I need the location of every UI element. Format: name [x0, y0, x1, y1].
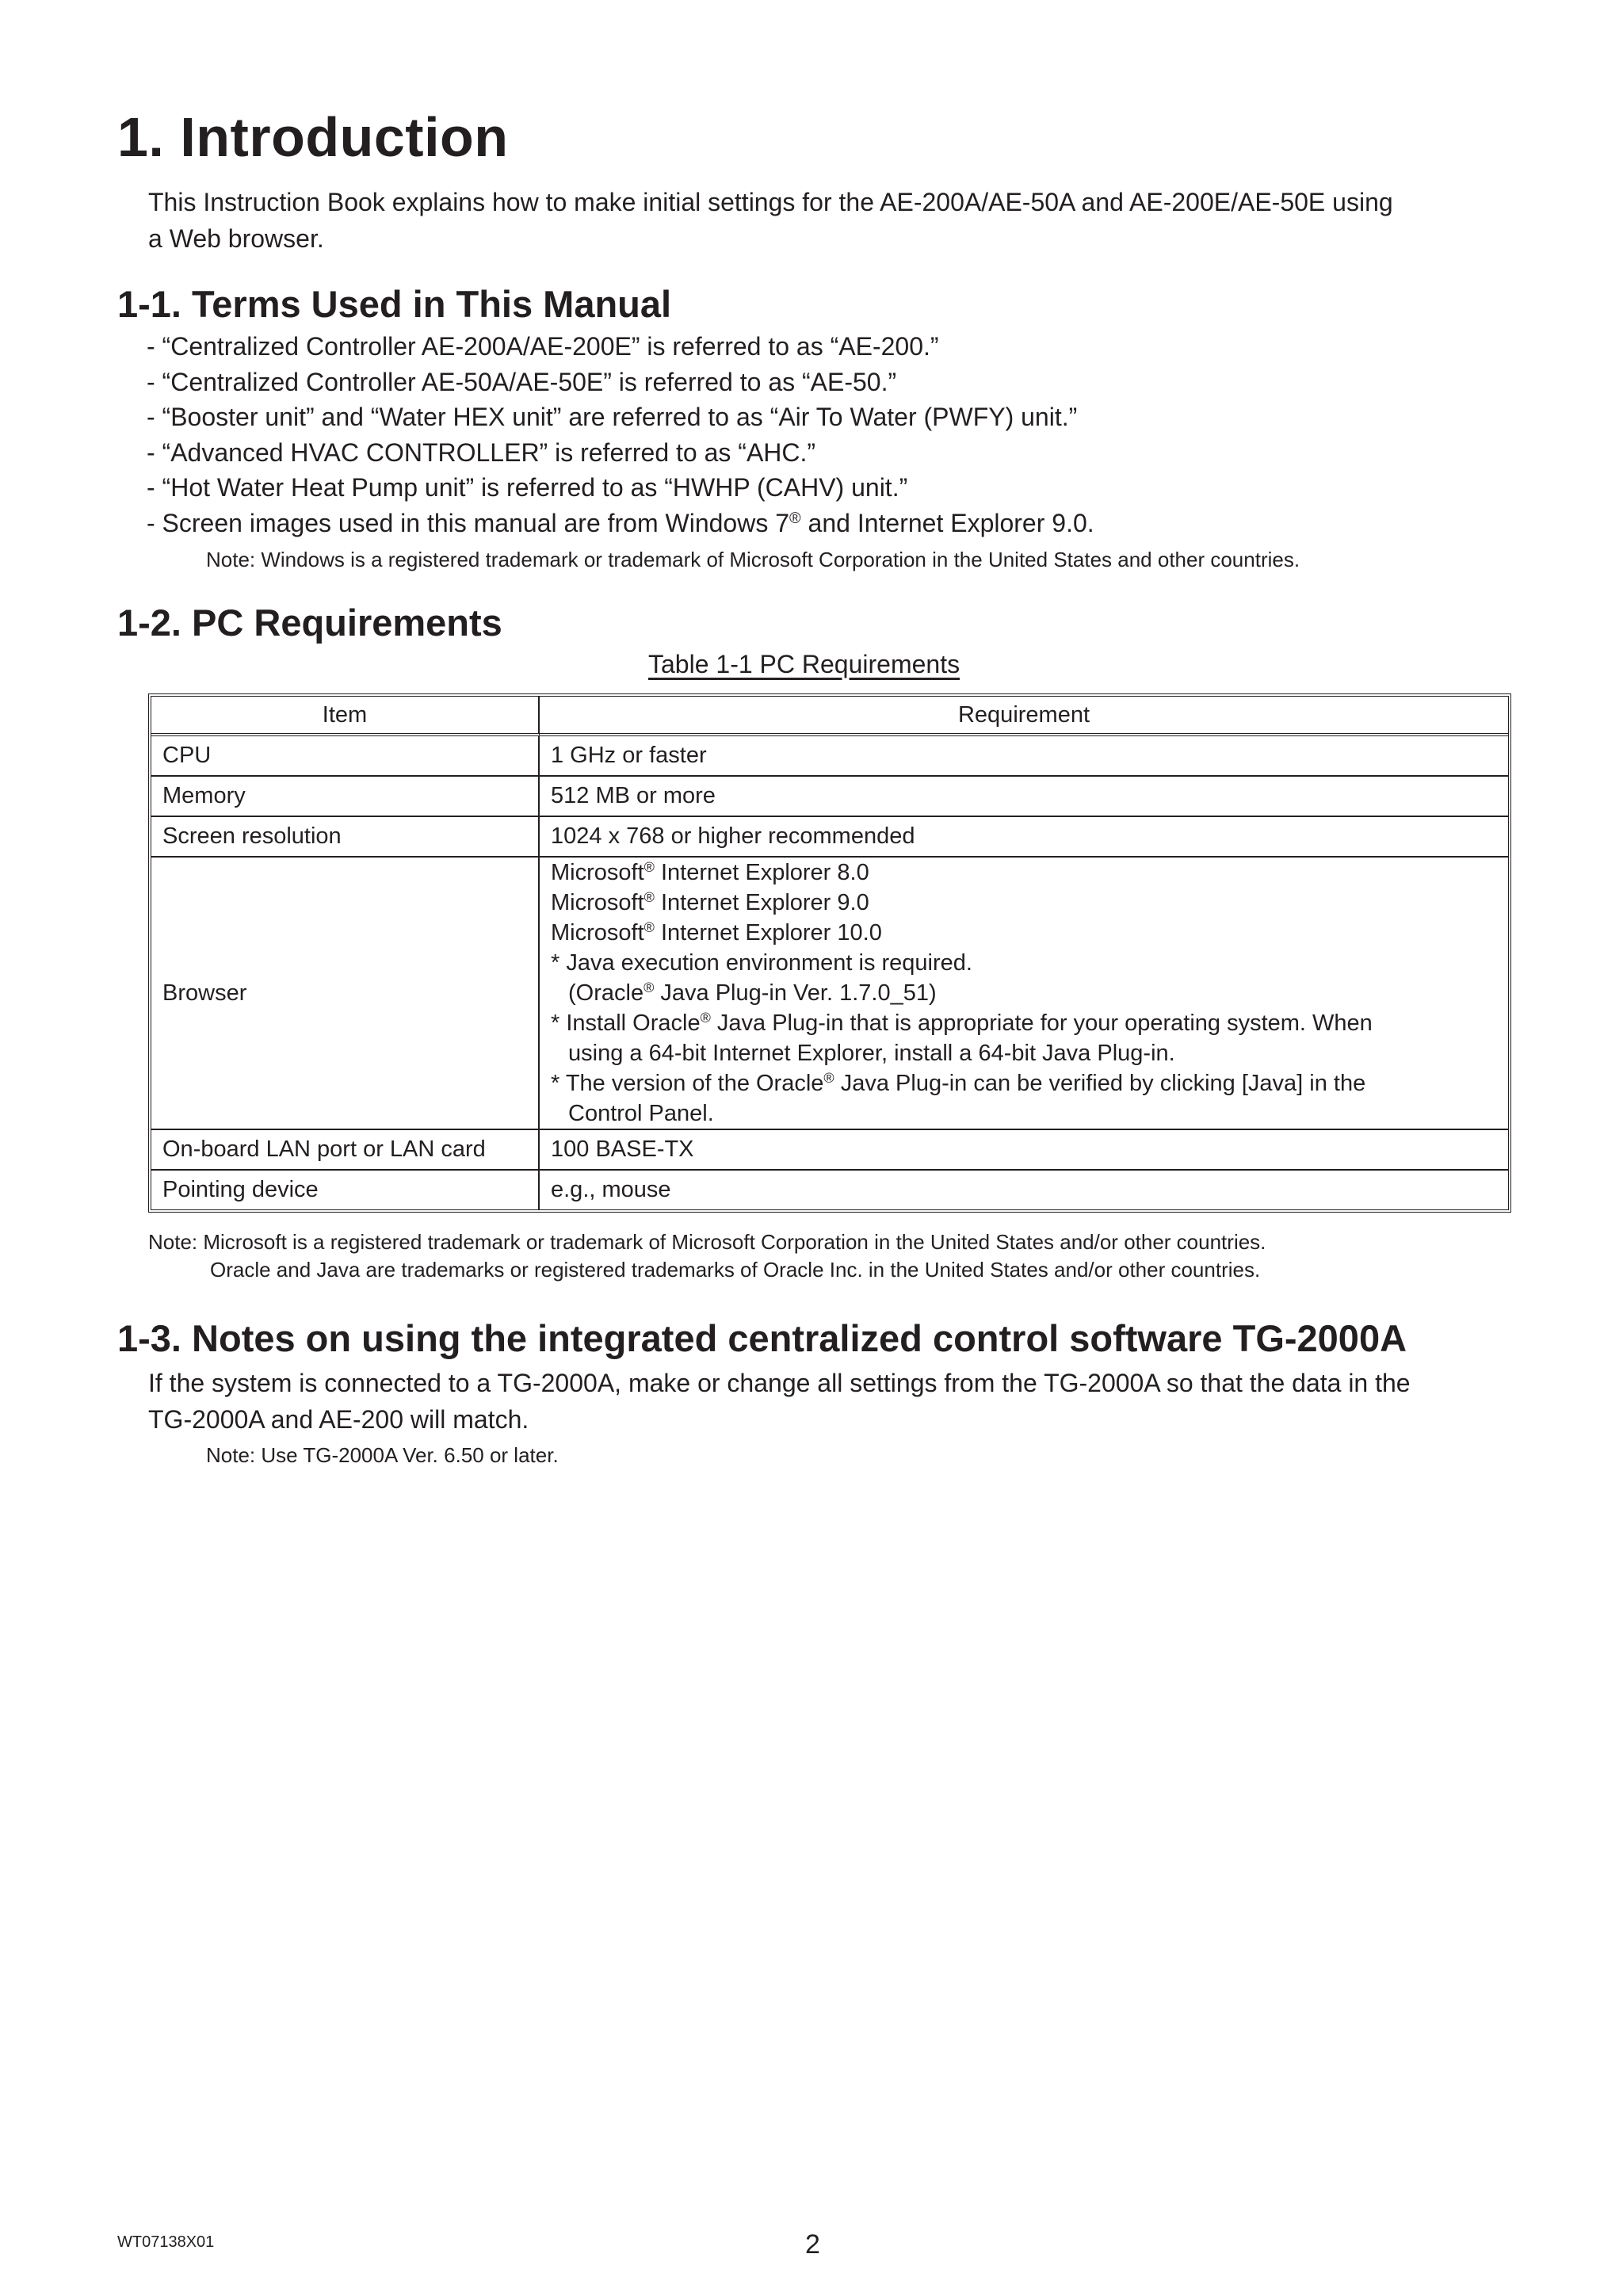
- row-requirement: 1 GHz or faster: [540, 736, 1508, 777]
- ie8-text: Internet Explorer 8.0: [654, 860, 869, 885]
- term-text: - Screen images used in this manual are from Windows 7: [147, 508, 790, 537]
- ie10-text: Internet Explorer 10.0: [654, 920, 882, 946]
- terms-list: [147, 329, 1094, 541]
- browser-line: Control Panel.: [568, 1101, 714, 1126]
- install-text: * Install Oracle: [551, 1010, 701, 1036]
- ms-text: Microsoft: [551, 890, 644, 915]
- row-item: On-board LAN port or LAN card: [151, 1130, 540, 1171]
- section-1-3-title: 1-3. Notes on using the integrated centralized control software TG-2000A: [117, 1317, 1407, 1359]
- table-row: [151, 817, 1508, 858]
- java-plugin-text: Java Plug-in Ver. 1.7.0_51): [654, 980, 937, 1006]
- table-row-browser: [151, 858, 1508, 1130]
- table-row: [151, 1171, 1508, 1209]
- section-1-2-title: 1-2. PC Requirements: [117, 602, 502, 644]
- browser-line: [551, 1008, 1497, 1038]
- registered-mark: ®: [643, 919, 655, 936]
- browser-line: [551, 1068, 1497, 1098]
- intro-line-2: a Web browser.: [148, 224, 324, 253]
- tg2000a-line-2: TG-2000A and AE-200 will match.: [148, 1405, 529, 1434]
- intro-paragraph: [148, 184, 1393, 257]
- table-row: [151, 1130, 1508, 1171]
- term-item: - “Centralized Controller AE-200A/AE-200E” is referred to as “AE-200.”: [147, 332, 939, 361]
- tg2000a-paragraph: [148, 1365, 1411, 1438]
- registered-mark: ®: [700, 1010, 711, 1026]
- browser-line: [551, 918, 1497, 948]
- row-requirement: 512 MB or more: [540, 777, 1508, 817]
- table-row: [151, 777, 1508, 817]
- row-requirement: 1024 x 768 or higher recommended: [540, 817, 1508, 858]
- registered-mark: ®: [643, 889, 655, 906]
- windows-trademark-note: Note: Windows is a registered trademark or trademark of Microsoft Corporation in the United States and other countries.: [206, 548, 1300, 571]
- ms-text: Microsoft: [551, 920, 644, 946]
- header-item: Item: [151, 697, 540, 736]
- oracle-trademark-note: Oracle and Java are trademarks or registered trademarks of Oracle Inc. in the United States and/or other countries.: [210, 1258, 1261, 1282]
- registered-mark: ®: [643, 980, 655, 996]
- install-text: Java Plug-in that is appropriate for your operating system. When: [710, 1010, 1373, 1036]
- tg2000a-version-note: Note: Use TG-2000A Ver. 6.50 or later.: [206, 1443, 559, 1467]
- registered-mark: ®: [643, 859, 655, 876]
- browser-line: [551, 888, 1497, 918]
- row-item: Pointing device: [151, 1171, 540, 1209]
- registered-mark: ®: [823, 1070, 834, 1087]
- page-number: 2: [805, 2229, 820, 2260]
- row-item: CPU: [151, 736, 540, 777]
- term-item: - “Centralized Controller AE-50A/AE-50E” is referred to as “AE-50.”: [147, 367, 897, 396]
- header-requirement: Requirement: [540, 697, 1508, 736]
- table-caption: Table 1-1 PC Requirements: [648, 650, 960, 678]
- row-item: Memory: [151, 777, 540, 817]
- browser-line: [551, 978, 1497, 1008]
- ie9-text: Internet Explorer 9.0: [654, 890, 869, 915]
- page-title: 1. Introduction: [117, 106, 509, 168]
- ms-text: Microsoft: [551, 860, 644, 885]
- browser-line: [551, 858, 1497, 888]
- browser-line: * Java execution environment is required.: [551, 950, 972, 976]
- java-plugin-text: (Oracle: [568, 980, 644, 1006]
- row-item: Browser: [151, 858, 540, 1130]
- table-header-row: [151, 697, 1508, 736]
- version-text: * The version of the Oracle: [551, 1071, 824, 1096]
- term-item: - “Advanced HVAC CONTROLLER” is referred to as “AHC.”: [147, 437, 816, 467]
- browser-line: using a 64-bit Internet Explorer, install a 64-bit Java Plug-in.: [568, 1041, 1175, 1066]
- row-requirement: [540, 858, 1508, 1130]
- row-requirement: e.g., mouse: [551, 1177, 671, 1202]
- row-requirement: 100 BASE-TX: [540, 1130, 1508, 1171]
- registered-mark: ®: [789, 510, 801, 528]
- tg2000a-line-1: If the system is connected to a TG-2000A, make or change all settings from the TG-2000A so that the data in the: [148, 1369, 1411, 1397]
- document-code: WT07138X01: [117, 2233, 215, 2251]
- version-text: Java Plug-in can be verified by clicking [Java] in the: [834, 1071, 1366, 1096]
- table-row: [151, 736, 1508, 777]
- term-item: [147, 506, 1094, 541]
- row-item: Screen resolution: [151, 817, 540, 858]
- term-item: - “Hot Water Heat Pump unit” is referred to as “HWHP (CAHV) unit.”: [147, 473, 908, 502]
- term-item: - “Booster unit” and “Water HEX unit” are referred to as “Air To Water (PWFY) unit.”: [147, 403, 1078, 432]
- microsoft-trademark-note: Note: Microsoft is a registered trademark or trademark of Microsoft Corporation in the United States and/or other countries.: [148, 1230, 1266, 1254]
- section-1-1-title: 1-1. Terms Used in This Manual: [117, 283, 672, 325]
- pc-requirements-table: [148, 693, 1511, 1213]
- intro-line-1: This Instruction Book explains how to make initial settings for the AE-200A/AE-50A and AE-200E/AE-50E using: [148, 188, 1393, 216]
- term-text: and Internet Explorer 9.0.: [800, 508, 1094, 537]
